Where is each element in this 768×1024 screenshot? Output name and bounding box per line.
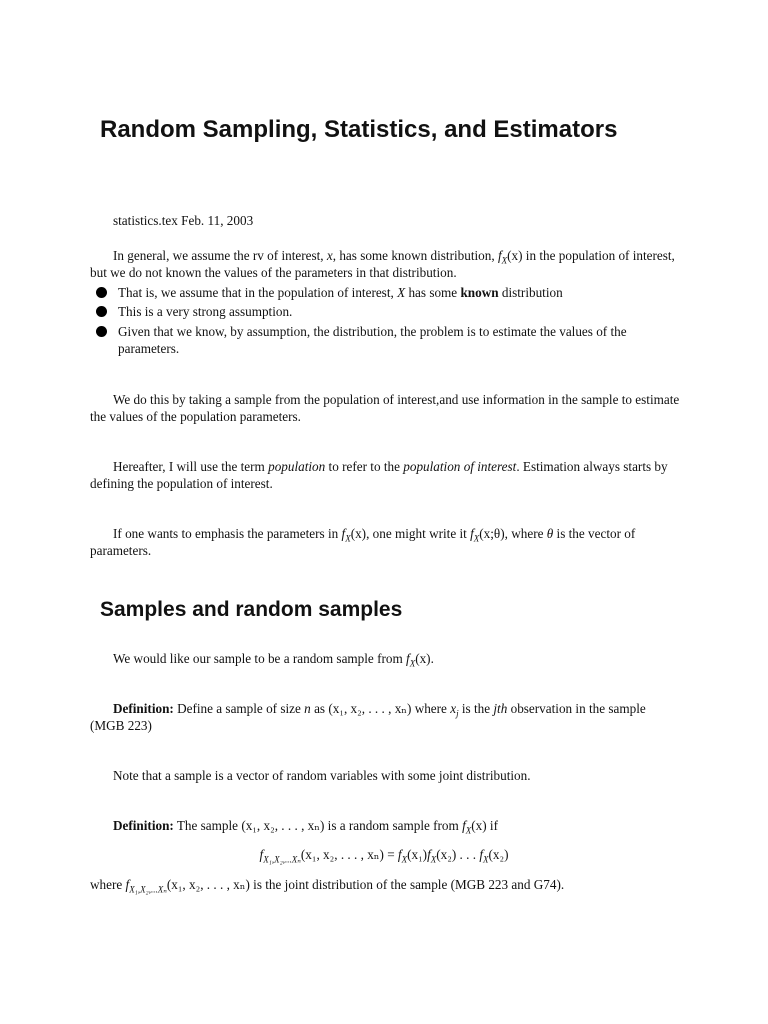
sample-paragraph: We do this by taking a sample from the population of interest,and use information in the sample to estimate the values of the population parameters. [90, 392, 680, 424]
joint-distribution-equation: $f_{X_1,X_2,...X_n}(x_1$, x₂, . . . , $x_n) = f_X(x_1)f_X(x_2)$ . . . $f_X(x_2)$ [259, 847, 509, 865]
file-line: statistics.tex Feb. 11, 2003 [113, 213, 254, 228]
hereafter-paragraph: Hereafter, I will use the term population to refer to the population of interest. Estimation always starts by defining the population of interest. [90, 459, 668, 491]
page-title: Random Sampling, Statistics, and Estimators [100, 116, 618, 143]
definition-random-sample: Definition: The sample (x₁, x₂, . . . , xₙ) is a random sample from $f_X(x)$ if [113, 818, 498, 836]
intro-paragraph: In general, we assume the rv of interest, x, has some known distribution, $f_X(x)$ in the population of interest, but we do not known the values of the parameters in that distribution. [90, 248, 675, 280]
where-line: where $f_{X_1,X_2,...X_n}(x_1$, x₂, . . . , xₙ) is the joint distribution of the sample (MGB 223 and G74). [90, 877, 565, 895]
theta-paragraph: If one wants to emphasis the parameters in $f_X(x)$, one might write it $f_X(x;\theta)$, where θ is the vector of parameters. [90, 526, 636, 558]
note-paragraph: Note that a sample is a vector of random variables with some joint distribution. [113, 768, 531, 783]
random-sample-paragraph: We would like our sample to be a random sample from $f_X(x)$. [113, 651, 434, 669]
section-heading: Samples and random samples [100, 598, 403, 621]
bullet-icon [96, 306, 107, 317]
bullet-icon [96, 287, 107, 298]
document-page: Random Sampling, Statistics, and Estimators statistics.tex Feb. 11, 2003 In general, we assume the rv of interest, x, has some known distribution, $f_X(x)$ in the population of interest, but we do not known the values of the parameters in that distribution. That is, we assume that in the population of interest, X has some known distribution This is a very strong assumption. Given that we know, by assumption, the distribution, the problem is to estimate the values of the parameters. We do this by taking a sample from the population of interest,and use information in the sample to estimate the values of the population parameters. Hereafter, I will use the term population to refer to the population of interest. Estimation always starts by defining the population of interest. If one wants to emphasis the parameters in $f_X(x)$, one might write it $f_X(x;\theta)$, where θ is the vector of parameters. Samples and random samples We would like our sample to be a random sample from $f_X(x)$. Definition: Define a sample of size n as (x₁, x₂, . . . , xₙ) where $x_j$ is the jth observation in the sample (MGB 223) Note that a sample is a vector of random variables with some joint distribution. Definition: The sample (x₁, x₂, . . . , xₙ) is a random sample from $f_X(x)$ if $f_{X_1,X_2,...X_n}(x_1$, x₂, . . . , $x_n) = f_X(x_1)f_X(x_2)$ . . . $f_X(x_2)$ where $f_{X_1,X_2,...X_n}(x_1$, x₂, . . . , xₙ) is the joint distribution of the sample (MGB 223 and G74). [0, 0, 768, 1024]
bullet-icon [96, 326, 107, 337]
definition-sample: Definition: Define a sample of size n as (x₁, x₂, . . . , xₙ) where $x_j$ is the jth observation in the sample (MGB 223) [90, 701, 646, 733]
